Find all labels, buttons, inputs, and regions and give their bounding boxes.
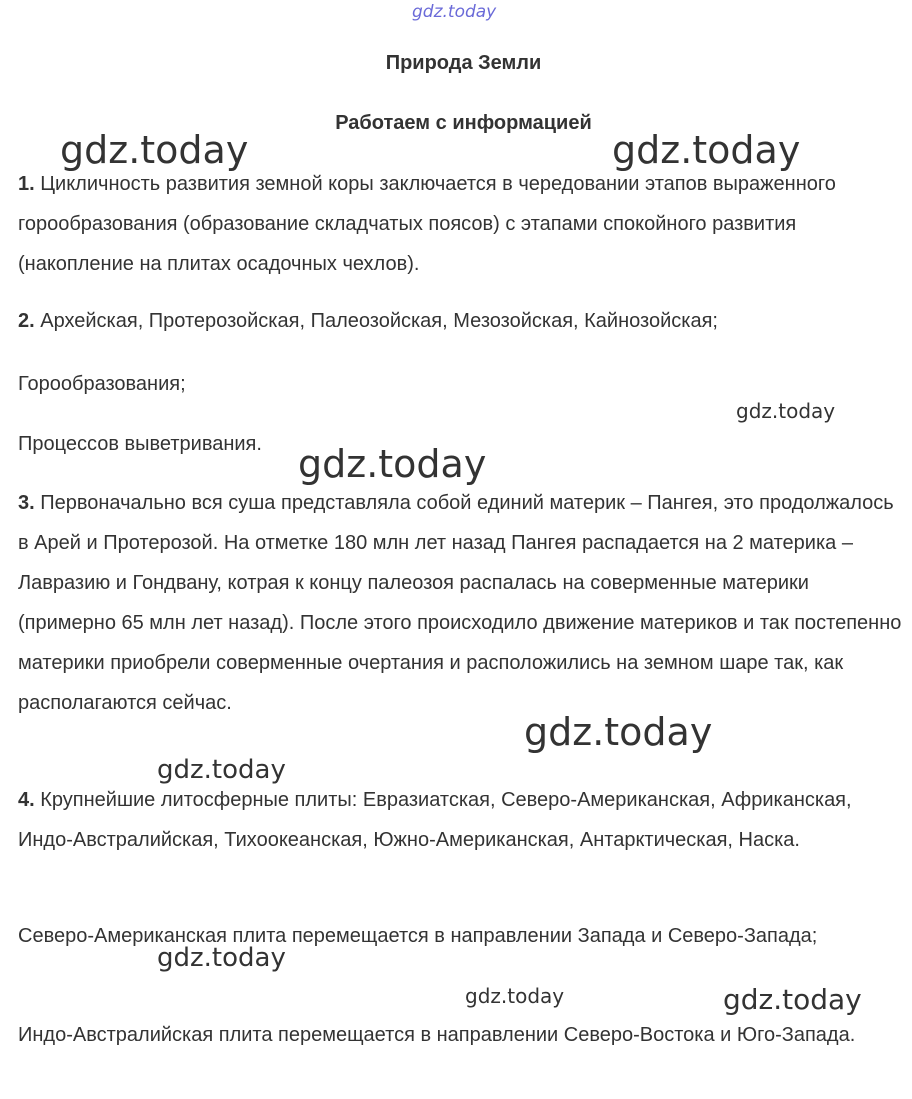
paragraph-text: Первоначально вся суша представляла собой единий материк – Пангея, это продолжалось в Арей и Протерозой. На отметке 180 млн лет назад Пангея распадается на 2 материка – Лавразию и Гондвану, котрая к концу палеозоя распалась на соверменные материки (примерно 65 млн лет назад). После этого происходило движение материков и так постепенно материки приобрели соверменные очертания и расположились на земном шаре так, как располагаются сейчас. (18, 492, 902, 714)
watermark: gdz.today (524, 710, 713, 754)
watermark: gdz.today (157, 755, 286, 785)
paragraph-1 (18, 164, 908, 284)
watermark: gdz.today (723, 983, 862, 1016)
paragraph-4 (18, 780, 908, 860)
paragraph-3 (18, 483, 908, 723)
paragraph-text: Архейская, Протерозойская, Палеозойская, Мезозойская, Кайнозойская; (34, 310, 718, 332)
paragraph-2 (18, 301, 908, 341)
item-number: 4. (18, 789, 35, 811)
paragraph-text: Крупнейшие литосферные плиты: Евразиатская, Северо-Американская, Африканская, Индо-Австралийская, Тихоокеанская, Южно-Американская, Антарктическая, Наска. (18, 789, 852, 851)
watermark: gdz.today (412, 2, 497, 22)
watermark: gdz.today (736, 399, 836, 423)
paragraph-5: Северо-Американская плита перемещается в направлении Запада и Северо-Запада; (18, 925, 818, 947)
item-number: 2. (18, 310, 35, 332)
watermark: gdz.today (465, 984, 565, 1008)
watermark: gdz.today (60, 128, 249, 172)
paragraph-6: Индо-Австралийская плита перемещается в направлении Северо-Востока и Юго-Запада. (18, 1024, 856, 1046)
paragraph-text: Цикличность развития земной коры заключается в чередовании этапов выраженного горообразования (образование складчатых поясов) с этапами спокойного развития (накопление на плитах осадочных чехлов). (18, 173, 836, 275)
paragraph-2c: Процессов выветривания. (18, 433, 262, 455)
item-number: 1. (18, 173, 35, 195)
item-number: 3. (18, 492, 35, 514)
watermark: gdz.today (612, 128, 801, 172)
paragraph-2b: Горообразования; (18, 373, 186, 395)
watermark: gdz.today (298, 442, 487, 486)
section-title: Работаем с информацией (335, 112, 592, 134)
watermark: gdz.today (157, 943, 286, 973)
page-title: Природа Земли (385, 52, 542, 74)
